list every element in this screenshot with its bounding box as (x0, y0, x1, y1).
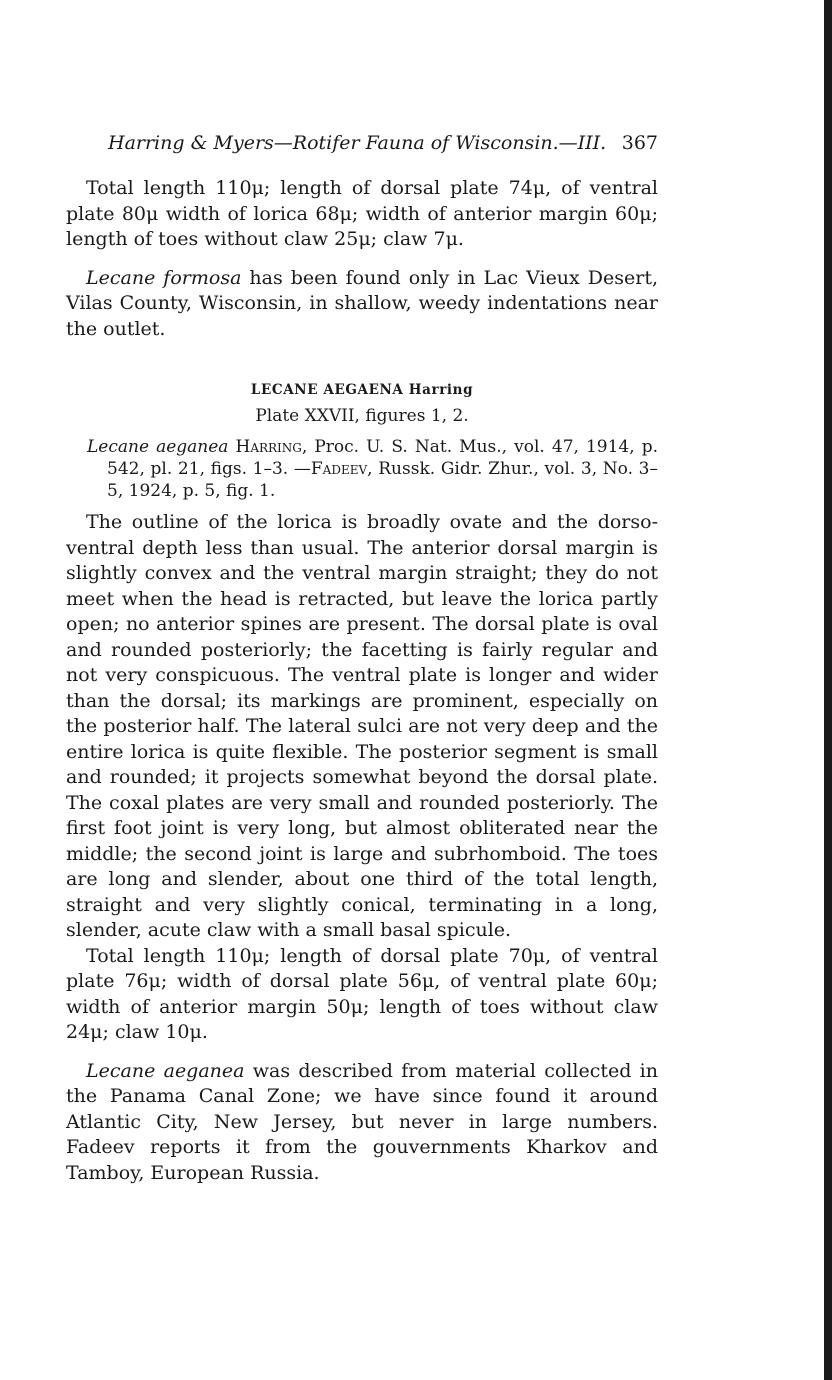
distribution-paragraph-aeganea (66, 1059, 658, 1187)
distribution-text: has been found only in Lac Vieux Desert, Vilas County, Wisconsin, in shallow, weedy indentations near the outlet. (66, 266, 658, 340)
species-name: Lecane aeganea (86, 1059, 245, 1082)
distribution-paragraph-formosa (66, 266, 658, 343)
measurements-paragraph-aeganea: Total length 110μ; length of dorsal plate 70μ, of ventral plate 76μ; width of dorsal plate 56μ, of ventral plate 60μ; width of anterior margin 50μ; length of toes without claw 24μ; claw 10μ. (66, 944, 658, 1043)
measurements-paragraph-formosa: Total length 110μ; length of dorsal plate 74μ, of ventral plate 80μ width of lorica 68μ; width of anterior margin 60μ; length of toes without claw 25μ; claw 7μ. (66, 177, 658, 250)
running-head (66, 128, 658, 158)
running-head-title: Harring & Myers—Rotifer Fauna of Wisconsin.—III. (108, 132, 607, 154)
page-edge-shadow (824, 0, 832, 1380)
synonym-species: Lecane aeganea (87, 437, 229, 457)
citation-author-harring: Harring (235, 437, 302, 457)
section-heading: LECANE AEGAENA Harring (250, 382, 474, 398)
plate-reference: Plate XXVII, figures 1, 2. (255, 406, 469, 426)
distribution-text: was described from material collected in the Panama Canal Zone; we have since found it around Atlantic City, New Jersey, but never in large numbers. Fadeev reports it from the gouvernments Kharkov and Tamboy, European Russia. (66, 1059, 658, 1184)
citation-text-2: , Russk. Gidr. Zhur., vol. 3, No. 3–5, 1924, p. 5, fig. 1. (107, 459, 658, 501)
citation-author-fadeev: Fadeev (310, 459, 368, 479)
document-page (66, 128, 658, 1186)
species-name: Lecane formosa (86, 266, 242, 289)
description-paragraph: The outline of the lorica is broadly ovate and the dorso-ventral depth less than usual. The anterior dorsal margin is slightly convex and the ventral margin straight; they do not meet when the head is retracted, but leave the lorica partly open; no anterior spines are present. The dorsal plate is oval and rounded posteriorly; the facetting is fairly regular and not very conspicuous. The ventral plate is longer and wider than the dorsal; its markings are prominent, especially on the posterior half. The lateral sulci are not very deep and the entire lorica is quite flexible. The posterior segment is small and rounded; it projects somewhat beyond the dorsal plate. The coxal plates are very small and rounded posteriorly. The first foot joint is very long, but almost obliterated near the middle; the second joint is large and subrhomboid. The toes are long and slender, about one third of the total length, straight and very slightly conical, terminating in a long, slender, acute claw with a small basal spicule. (66, 511, 658, 941)
synonymy-citation (66, 436, 658, 502)
page-number: 367 (621, 132, 658, 154)
citation-text-1: , Proc. U. S. Nat. Mus., vol. 47, 1914, p. 542, pl. 21, figs. 1–3. — (107, 437, 658, 479)
